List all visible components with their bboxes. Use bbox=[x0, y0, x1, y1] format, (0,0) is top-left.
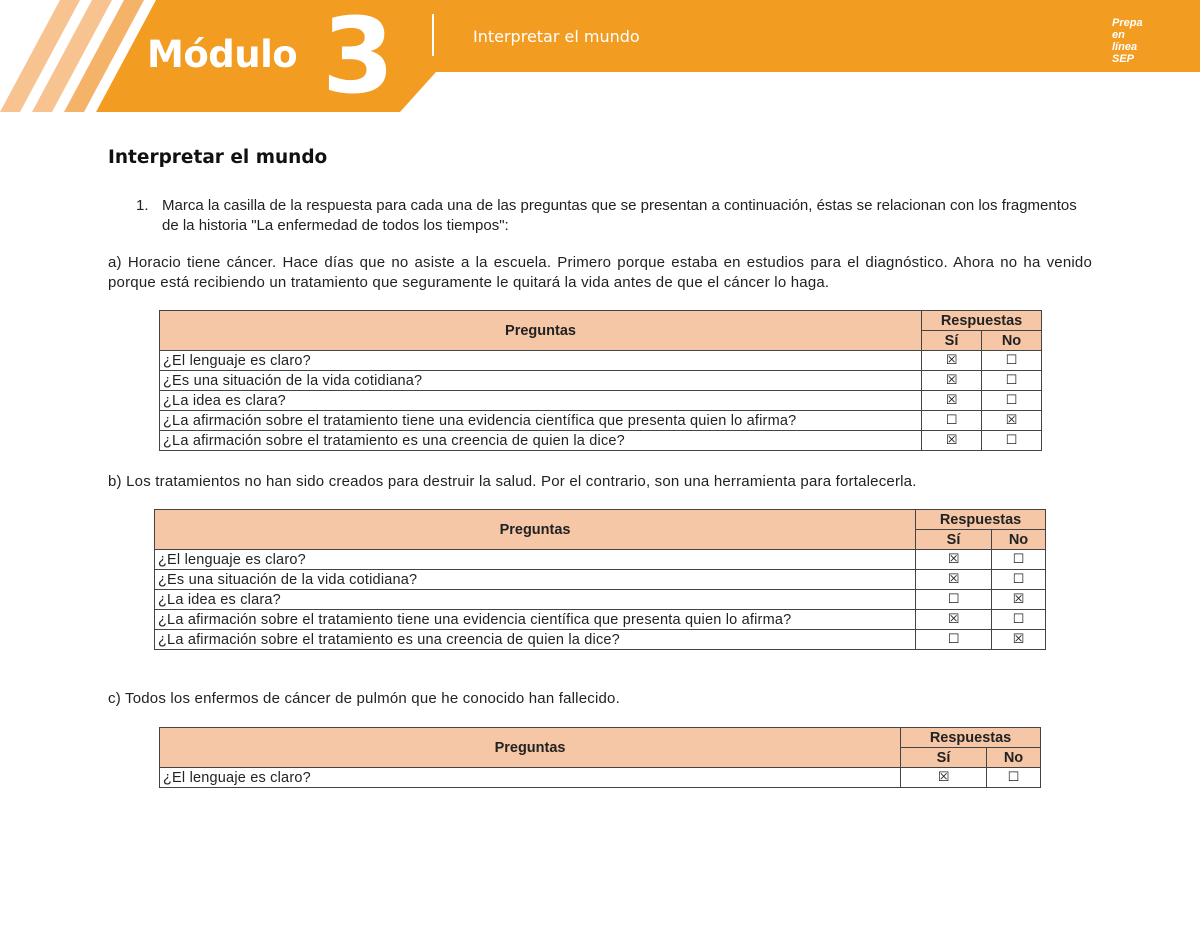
no-checkbox[interactable]: ☒ bbox=[992, 590, 1046, 610]
yes-checkbox[interactable]: ☒ bbox=[916, 550, 992, 570]
header-yes: Sí bbox=[916, 530, 992, 550]
table-row bbox=[155, 550, 1046, 570]
yes-checkbox[interactable]: ☐ bbox=[922, 411, 982, 431]
table-row bbox=[160, 371, 1042, 391]
question-text: ¿La afirmación sobre el tratamiento tiene una evidencia científica que presenta quien lo afirma? bbox=[160, 411, 922, 431]
yes-checkbox[interactable]: ☒ bbox=[916, 570, 992, 590]
table-row bbox=[155, 630, 1046, 650]
banner-divider bbox=[432, 14, 434, 56]
table-row bbox=[155, 570, 1046, 590]
instruction-number: 1. bbox=[136, 197, 149, 214]
header-no: No bbox=[992, 530, 1046, 550]
no-checkbox[interactable]: ☐ bbox=[982, 431, 1042, 451]
instruction bbox=[136, 196, 1096, 236]
banner-title: Interpretar el mundo bbox=[473, 27, 640, 46]
questions-table-a bbox=[159, 310, 1042, 451]
question-text: ¿La afirmación sobre el tratamiento es una creencia de quien la dice? bbox=[160, 431, 922, 451]
yes-checkbox[interactable]: ☒ bbox=[922, 391, 982, 411]
question-text: ¿El lenguaje es claro? bbox=[160, 768, 901, 788]
question-text: ¿La idea es clara? bbox=[160, 391, 922, 411]
question-text: ¿El lenguaje es claro? bbox=[155, 550, 916, 570]
yes-checkbox[interactable]: ☒ bbox=[916, 610, 992, 630]
header-answers: Respuestas bbox=[901, 728, 1041, 748]
module-banner bbox=[0, 0, 1200, 117]
no-checkbox[interactable]: ☐ bbox=[992, 550, 1046, 570]
header-yes: Sí bbox=[922, 331, 982, 351]
yes-checkbox[interactable]: ☒ bbox=[901, 768, 987, 788]
logo-text: Prepa en línea SEP bbox=[1112, 17, 1143, 65]
no-checkbox[interactable]: ☐ bbox=[987, 768, 1041, 788]
no-checkbox[interactable]: ☐ bbox=[992, 570, 1046, 590]
module-label: Módulo bbox=[147, 33, 298, 76]
question-text: ¿La afirmación sobre el tratamiento tiene una evidencia científica que presenta quien lo afirma? bbox=[155, 610, 916, 630]
no-checkbox[interactable]: ☐ bbox=[982, 371, 1042, 391]
question-text: ¿Es una situación de la vida cotidiana? bbox=[155, 570, 916, 590]
fragment-a-text: a) Horacio tiene cáncer. Hace días que no asiste a la escuela. Primero porque estaba en estudios para el diagnóstico. Ahora no ha venido porque está recibiendo un tratamiento que seguramente le quitará la vida antes de que el cáncer lo haga. bbox=[108, 254, 1092, 291]
question-text: ¿La idea es clara? bbox=[155, 590, 916, 610]
no-checkbox[interactable]: ☐ bbox=[992, 610, 1046, 630]
header-no: No bbox=[987, 748, 1041, 768]
no-checkbox[interactable]: ☐ bbox=[982, 351, 1042, 371]
section-title: Interpretar el mundo bbox=[108, 147, 328, 168]
no-checkbox[interactable]: ☐ bbox=[982, 391, 1042, 411]
fragment-c-text: c) Todos los enfermos de cáncer de pulmón que he conocido han fallecido. bbox=[108, 690, 620, 707]
table-row bbox=[160, 768, 1041, 788]
no-checkbox[interactable]: ☒ bbox=[992, 630, 1046, 650]
question-text: ¿El lenguaje es claro? bbox=[160, 351, 922, 371]
prepa-en-linea-logo-icon bbox=[0, 0, 62, 46]
header-questions: Preguntas bbox=[155, 510, 916, 550]
questions-table-c bbox=[159, 727, 1041, 788]
module-number: 3 bbox=[322, 0, 395, 117]
yes-checkbox[interactable]: ☒ bbox=[922, 351, 982, 371]
yes-checkbox[interactable]: ☒ bbox=[922, 431, 982, 451]
table-row bbox=[155, 610, 1046, 630]
question-text: ¿Es una situación de la vida cotidiana? bbox=[160, 371, 922, 391]
instruction-text: Marca la casilla de la respuesta para cada una de las preguntas que se presentan a continuación, éstas se relacionan con los fragmentos de la historia "La enfermedad de todos los tiempos": bbox=[162, 197, 1077, 234]
yes-checkbox[interactable]: ☐ bbox=[916, 630, 992, 650]
header-answers: Respuestas bbox=[922, 311, 1042, 331]
questions-table-b bbox=[154, 509, 1046, 650]
header-answers: Respuestas bbox=[916, 510, 1046, 530]
no-checkbox[interactable]: ☒ bbox=[982, 411, 1042, 431]
yes-checkbox[interactable]: ☐ bbox=[916, 590, 992, 610]
table-row bbox=[160, 411, 1042, 431]
table-row bbox=[160, 391, 1042, 411]
table-row bbox=[160, 431, 1042, 451]
header-no: No bbox=[982, 331, 1042, 351]
fragment-b-text: b) Los tratamientos no han sido creados para destruir la salud. Por el contrario, son una herramienta para fortalecerla. bbox=[108, 473, 917, 490]
table-row bbox=[155, 590, 1046, 610]
header-yes: Sí bbox=[901, 748, 987, 768]
header-questions: Preguntas bbox=[160, 311, 922, 351]
yes-checkbox[interactable]: ☒ bbox=[922, 371, 982, 391]
header-questions: Preguntas bbox=[160, 728, 901, 768]
table-row bbox=[160, 351, 1042, 371]
question-text: ¿La afirmación sobre el tratamiento es una creencia de quien la dice? bbox=[155, 630, 916, 650]
